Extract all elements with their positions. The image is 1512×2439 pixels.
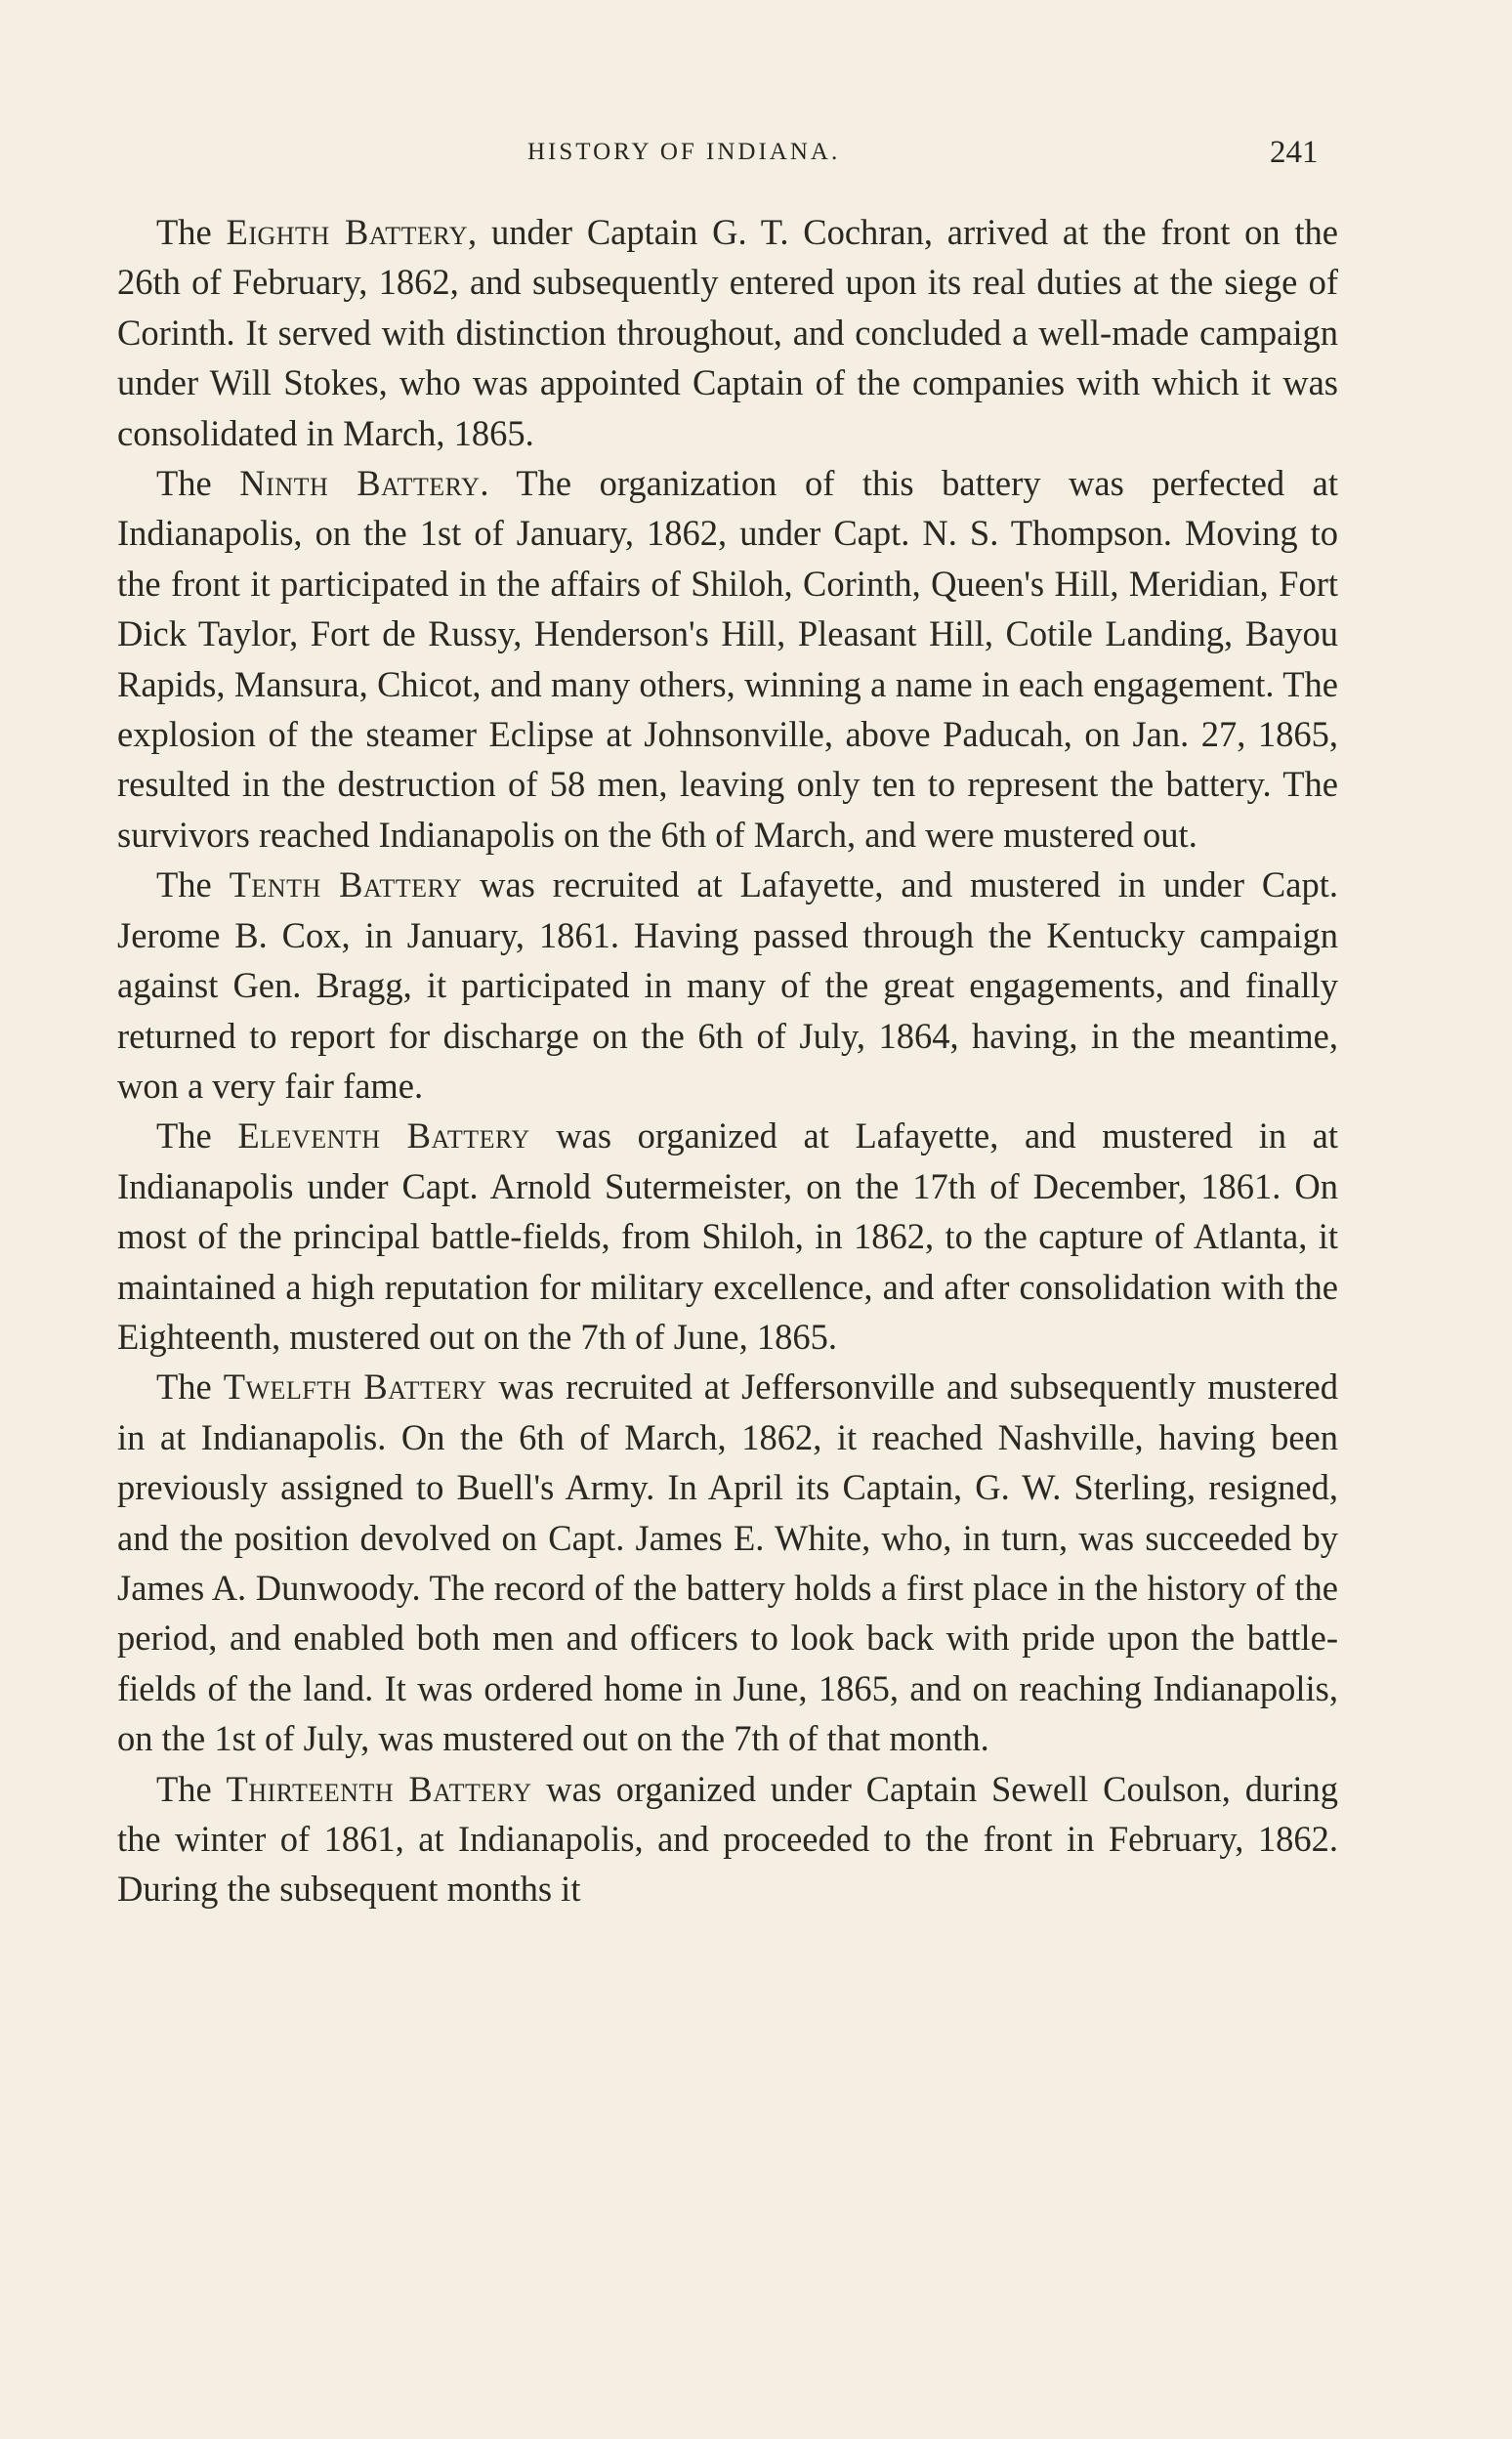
- paragraph-eighth-battery: The Eighth Battery, under Captain G. T. Cochran, arrived at the front on the 26th of February, 1862, and subsequently entered upon its real duties at the siege of Corinth. It served with distinction throughout, and concluded a well-made campaign under Will Stokes, who was appointed Captain of the companies with which it was consolidated in March, 1865.: [117, 212, 1338, 453]
- paragraph-ninth-battery: The Ninth Battery. The organization of this battery was perfected at Indianapolis, on the 1st of January, 1862, under Capt. N. S. Thompson. Moving to the front it participated in the affairs of Shiloh, Corinth, Queen's Hill, Meridian, Fort Dick Taylor, Fort de Russy, Henderson's Hill, Pleasant Hill, Cotile Landing, Bayou Rapids, Mansura, Chicot, and many others, winning a name in each engagement. The explosion of the steamer Eclipse at Johnsonville, above Paducah, on Jan. 27, 1865, resulted in the destruction of 58 men, leaving only ten to represent the battery. The survivors reached Indianapolis on the 6th of March, and were mustered out.: [117, 463, 1338, 855]
- running-head: [0, 135, 1512, 174]
- battery-name: Thirteenth Battery: [226, 1768, 532, 1809]
- battery-name: Twelfth Battery: [223, 1367, 487, 1408]
- body-text: [117, 207, 1338, 1914]
- paragraph-eleventh-battery: The Eleventh Battery was organized at Lafayette, and mustered in at Indianapolis under Capt. Arnold Sutermeister, on the 17th of December, 1861. On most of the principal battle-fields, from Shiloh, in 1862, to the capture of Atlanta, it maintained a high reputation for military excellence, and after consolidation with the Eighteenth, mustered out on the 7th of June, 1865.: [117, 1115, 1338, 1357]
- battery-name: Ninth Battery: [239, 463, 481, 504]
- battery-name: Tenth Battery: [229, 864, 463, 905]
- battery-name: Eleventh Battery: [237, 1115, 530, 1156]
- page-number: 241: [1270, 135, 1319, 170]
- running-title: HISTORY OF INDIANA.: [527, 139, 841, 165]
- paragraph-twelfth-battery: The Twelfth Battery was recruited at Jeffersonville and subsequently mustered in at Indianapolis. On the 6th of March, 1862, it reached Nashville, having been previously assigned to Buell's Army. In April its Captain, G. W. Sterling, resigned, and the position devolved on Capt. James E. White, who, in turn, was succeeded by James A. Dunwoody. The record of the battery holds a first place in the history of the period, and enabled both men and officers to look back with pride upon the battle-fields of the land. It was ordered home in June, 1865, and on reaching Indianapolis, on the 1st of July, was mustered out on the 7th of that month.: [117, 1367, 1338, 1759]
- battery-name: Eighth Battery: [226, 212, 469, 252]
- paragraph-tenth-battery: The Tenth Battery was recruited at Lafayette, and mustered in under Capt. Jerome B. Cox, in January, 1861. Having passed through the Kentucky campaign against Gen. Bragg, it participated in many of the great engagements, and finally returned to report for discharge on the 6th of July, 1864, having, in the meantime, won a very fair fame.: [117, 864, 1338, 1106]
- paragraph-thirteenth-battery: The Thirteenth Battery was organized under Captain Sewell Coulson, during the winter of 1861, at Indianapolis, and proceeded to the front in February, 1862. During the subsequent months it: [117, 1768, 1338, 1910]
